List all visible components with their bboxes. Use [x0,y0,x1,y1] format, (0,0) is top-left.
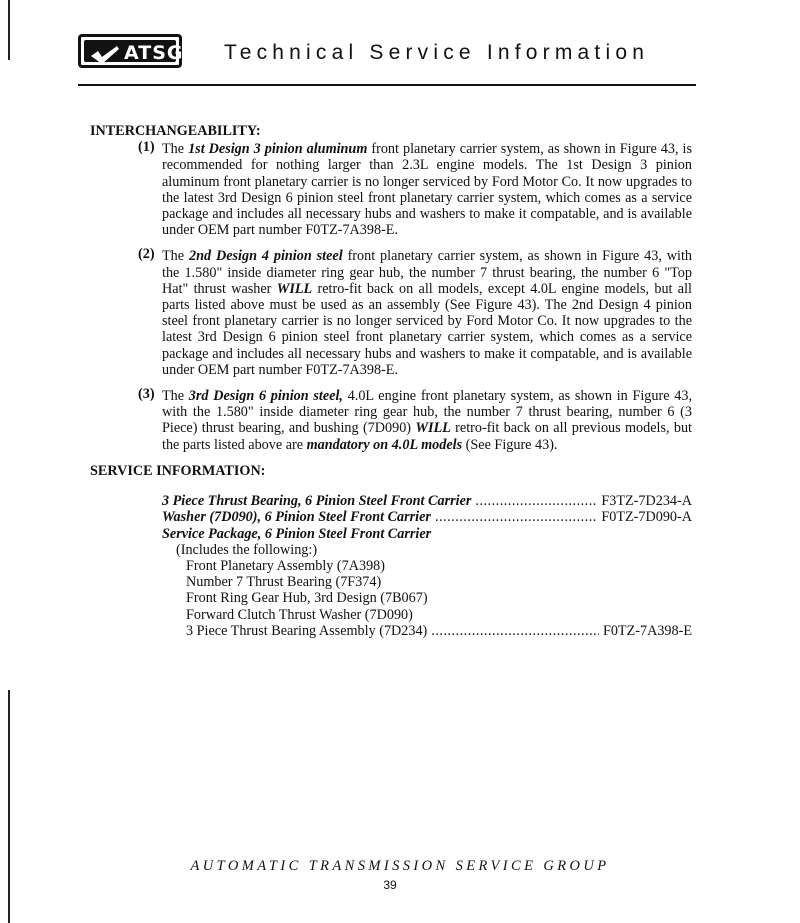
item-emphasis: 3rd Design 6 pinion steel, [188,388,343,405]
item-number: (1) [138,139,155,156]
item-number: (2) [138,246,155,263]
part-number: F0TZ-7D090-A [601,509,692,526]
item-emphasis: 2nd Design 4 pinion steel [188,248,343,265]
page-number: 39 [383,878,397,892]
service-info-heading: SERVICE INFORMATION: [90,462,266,479]
item-text: The [162,388,189,405]
part-row [162,623,692,639]
item-text: front planetary carrier system, as shown in Figure 43, with the 1.580" inside diameter ring gear hub, the number 7 thrust bearing, the number 6 "Top Hat" thrust washer [162,248,693,297]
item-text: The [162,248,189,265]
part-label: 3 Piece Thrust Bearing, 6 Pinion Steel Front Carrier [162,493,472,510]
dot-leader [475,493,597,509]
atsg-logo [78,34,182,68]
page-header [78,34,698,84]
item-text: front planetary carrier system, as shown in Figure 43, is recommended for nothing larger than 2.3L engine models. The 1st Design 3 pinion aluminum front planetary carrier is no longer serviced by Ford Motor Co. It now upgrades to the latest 3rd Design 6 pinion steel front planetary carrier system, which comes as a service package and includes all necessary hubs and washers to make it compatable, and is available under OEM part number F0TZ-7A398-E. [162,141,692,239]
service-package-label: Service Package, 6 Pinion Steel Front Carrier [162,525,432,542]
part-number: F3TZ-7D234-A [601,493,692,510]
item-emphasis: WILL [276,280,313,297]
page-title: Technical Service Information [224,41,650,64]
item-text: retro-fit back on all models, except 4.0L engine models, but all parts listed above must be used as an assembly (See Figure 43). The 2nd Design 4 pinion steel front planetary carrier is no longer serviced by Ford Motor Co. It now upgrades to the latest 3rd Design 6 pinion steel front planetary carrier system, which comes as a service package and includes all necessary hubs and washers to make it compatable, and is available under OEM part number F0TZ-7A398-E. [162,280,692,378]
item-emphasis: mandatory on 4.0L models [306,436,463,453]
part-label: 3 Piece Thrust Bearing Assembly (7D234) [186,622,428,639]
header-divider [78,84,696,86]
part-row [162,509,692,525]
scan-edge-line-top [8,0,10,60]
dot-leader [435,509,597,525]
footer-org-name: AUTOMATIC TRANSMISSION SERVICE GROUP [190,858,610,874]
list-item: Front Planetary Assembly (7A398) [186,558,385,575]
item-text: 4.0L engine front planetary system, as shown in Figure 43, with the 1.580" inside diameter ring gear hub, the number 7 thrust bearing, number 6 (3 Piece) thrust bearing, and bushing (7D090) [162,388,692,437]
list-item [90,141,692,238]
item-text: retro-fit back on all previous models, but the parts listed above are [162,420,692,453]
part-number: F0TZ-7A398-E [602,622,692,639]
list-item: Number 7 Thrust Bearing (7F374) [186,574,382,591]
document-body [90,123,692,639]
interchangeability-heading: INTERCHANGEABILITY: [90,123,261,139]
dot-leader [431,623,599,639]
logo-text: ATSG [124,42,184,64]
list-item [90,388,692,453]
list-item: Front Ring Gear Hub, 3rd Design (7B067) [186,590,428,607]
item-emphasis: WILL [415,420,451,437]
includes-note: (Includes the following:) [176,541,318,558]
part-label: Washer (7D090), 6 Pinion Steel Front Carrier [162,509,431,526]
list-item [90,248,692,378]
item-text: (See Figure 43). [462,436,558,453]
item-number: (3) [138,386,155,403]
item-emphasis: 1st Design 3 pinion aluminum [188,141,368,158]
part-row [162,493,692,509]
checkmark-icon [90,45,120,65]
list-item: Forward Clutch Thrust Washer (7D090) [186,606,413,623]
item-text: The [162,141,189,158]
service-info-list [90,493,692,639]
